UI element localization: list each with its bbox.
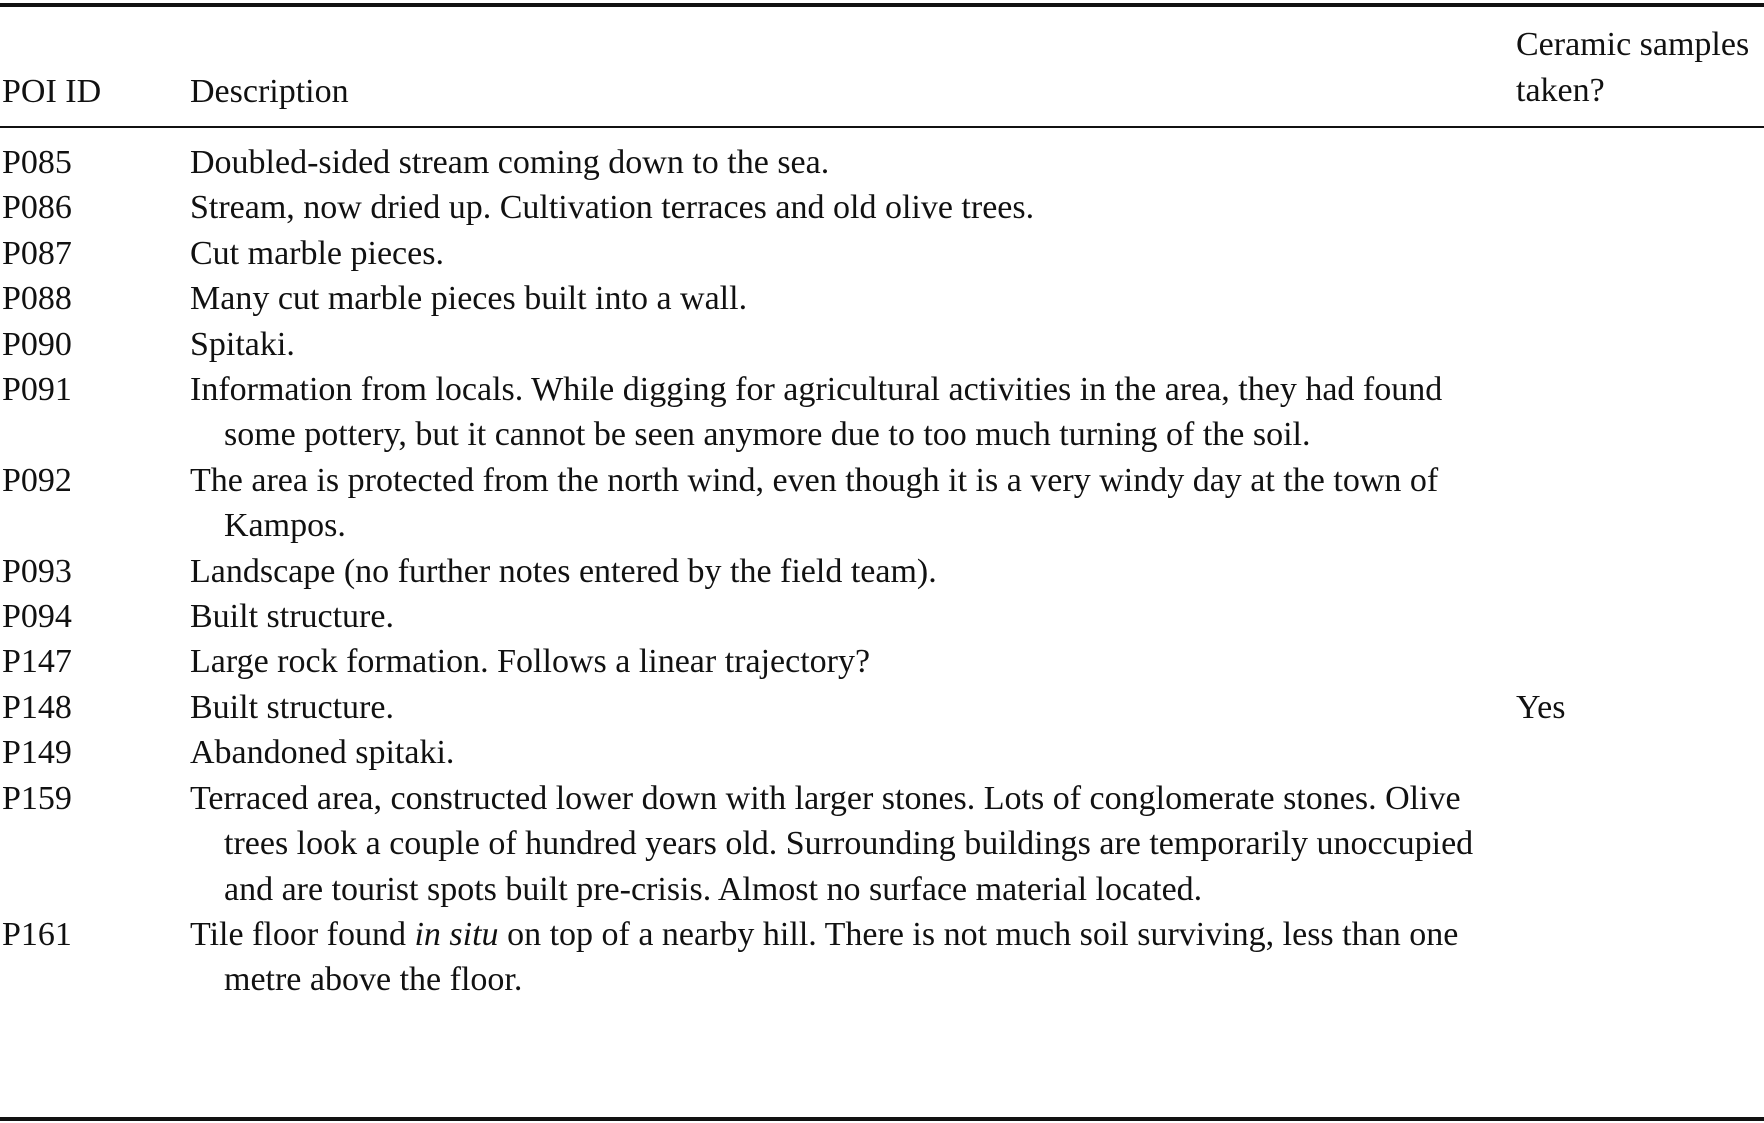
description-text: Built structure.	[190, 688, 394, 726]
description-text: Many cut marble pieces built into a wall.	[190, 280, 748, 318]
ceramic-cell	[1516, 126, 1764, 185]
description-cell	[190, 322, 1516, 367]
description-cell	[190, 126, 1516, 185]
description-cell	[190, 912, 1516, 1003]
description-text: Abandoned spitaki.	[190, 734, 455, 772]
table-row	[0, 231, 1764, 276]
poi-id-cell: P088	[2, 280, 72, 318]
header-ceramic: Ceramic samples taken?	[1516, 26, 1750, 109]
ceramic-cell	[1516, 458, 1764, 549]
description-text-continued: on top of a nearby hill. There is not much soil surviving, less than one metre above the floor.	[224, 915, 1459, 999]
ceramic-cell	[1516, 912, 1764, 1003]
description-text: Stream, now dried up. Cultivation terraces and old olive trees.	[190, 189, 1035, 227]
table-row	[0, 639, 1764, 684]
description-text: Landscape (no further notes entered by the field team).	[190, 552, 937, 590]
ceramic-cell: Yes	[1516, 688, 1566, 726]
ceramic-cell	[1516, 276, 1764, 321]
table-row	[0, 126, 1764, 185]
table-row	[0, 367, 1764, 458]
table-row	[0, 549, 1764, 594]
description-italic-text: in situ	[414, 915, 499, 953]
table-row	[0, 322, 1764, 367]
description-cell	[190, 458, 1516, 549]
description-cell	[190, 730, 1516, 775]
poi-id-cell: P159	[2, 779, 72, 817]
table-row	[0, 185, 1764, 230]
table-row	[0, 912, 1764, 1003]
top-rule	[0, 3, 1764, 7]
poi-id-cell: P094	[2, 598, 72, 636]
header-description: Description	[190, 72, 349, 110]
table-row	[0, 276, 1764, 321]
poi-id-cell: P148	[2, 688, 72, 726]
description-text: Large rock formation. Follows a linear trajectory?	[190, 643, 871, 681]
ceramic-cell	[1516, 185, 1764, 230]
ceramic-cell	[1516, 594, 1764, 639]
description-text: Built structure.	[190, 598, 394, 636]
ceramic-cell	[1516, 549, 1764, 594]
description-text: Doubled-sided stream coming down to the sea.	[190, 144, 830, 181]
poi-id-cell: P149	[2, 734, 72, 772]
table-body	[0, 126, 1764, 1003]
description-text: The area is protected from the north wind, even though it is a very windy day at the town of Kampos.	[190, 461, 1439, 545]
description-text: Terraced area, constructed lower down with larger stones. Lots of conglomerate stones. Olive trees look a couple of hundred years old. Surrounding buildings are temporarily unoccupied and are tourist spots built pre-crisis. Almost no surface material located.	[190, 779, 1474, 908]
description-cell	[190, 231, 1516, 276]
description-text: Spitaki.	[190, 325, 295, 363]
ceramic-cell	[1516, 776, 1764, 912]
description-cell	[190, 185, 1516, 230]
header-row	[0, 8, 1764, 126]
description-cell	[190, 776, 1516, 912]
poi-id-cell: P161	[2, 915, 72, 953]
ceramic-cell	[1516, 322, 1764, 367]
description-cell	[190, 549, 1516, 594]
poi-id-cell: P093	[2, 552, 72, 590]
ceramic-cell	[1516, 367, 1764, 458]
poi-id-cell: P090	[2, 325, 72, 363]
poi-id-cell: P086	[2, 189, 72, 227]
table-row	[0, 458, 1764, 549]
poi-id-cell: P092	[2, 461, 72, 499]
table-row	[0, 776, 1764, 912]
header-poi-id: POI ID	[2, 72, 102, 110]
description-cell	[190, 639, 1516, 684]
ceramic-cell	[1516, 730, 1764, 775]
description-cell	[190, 367, 1516, 458]
table-row	[0, 594, 1764, 639]
description-cell	[190, 594, 1516, 639]
description-text: Tile floor found	[190, 915, 415, 953]
table-row	[0, 685, 1764, 730]
bottom-rule	[0, 1117, 1764, 1121]
poi-table	[0, 8, 1764, 1003]
description-text: Information from locals. While digging for agricultural activities in the area, they had found some pottery, but it cannot be seen anymore due to too much turning of the soil.	[190, 371, 1443, 454]
poi-id-cell: P091	[2, 371, 72, 409]
poi-id-cell: P087	[2, 234, 72, 272]
ceramic-cell	[1516, 231, 1764, 276]
poi-id-cell: P147	[2, 643, 72, 681]
description-cell	[190, 685, 1516, 730]
ceramic-cell	[1516, 639, 1764, 684]
description-cell	[190, 276, 1516, 321]
table-row	[0, 730, 1764, 775]
description-text: Cut marble pieces.	[190, 234, 444, 272]
poi-id-cell: P085	[2, 144, 72, 181]
